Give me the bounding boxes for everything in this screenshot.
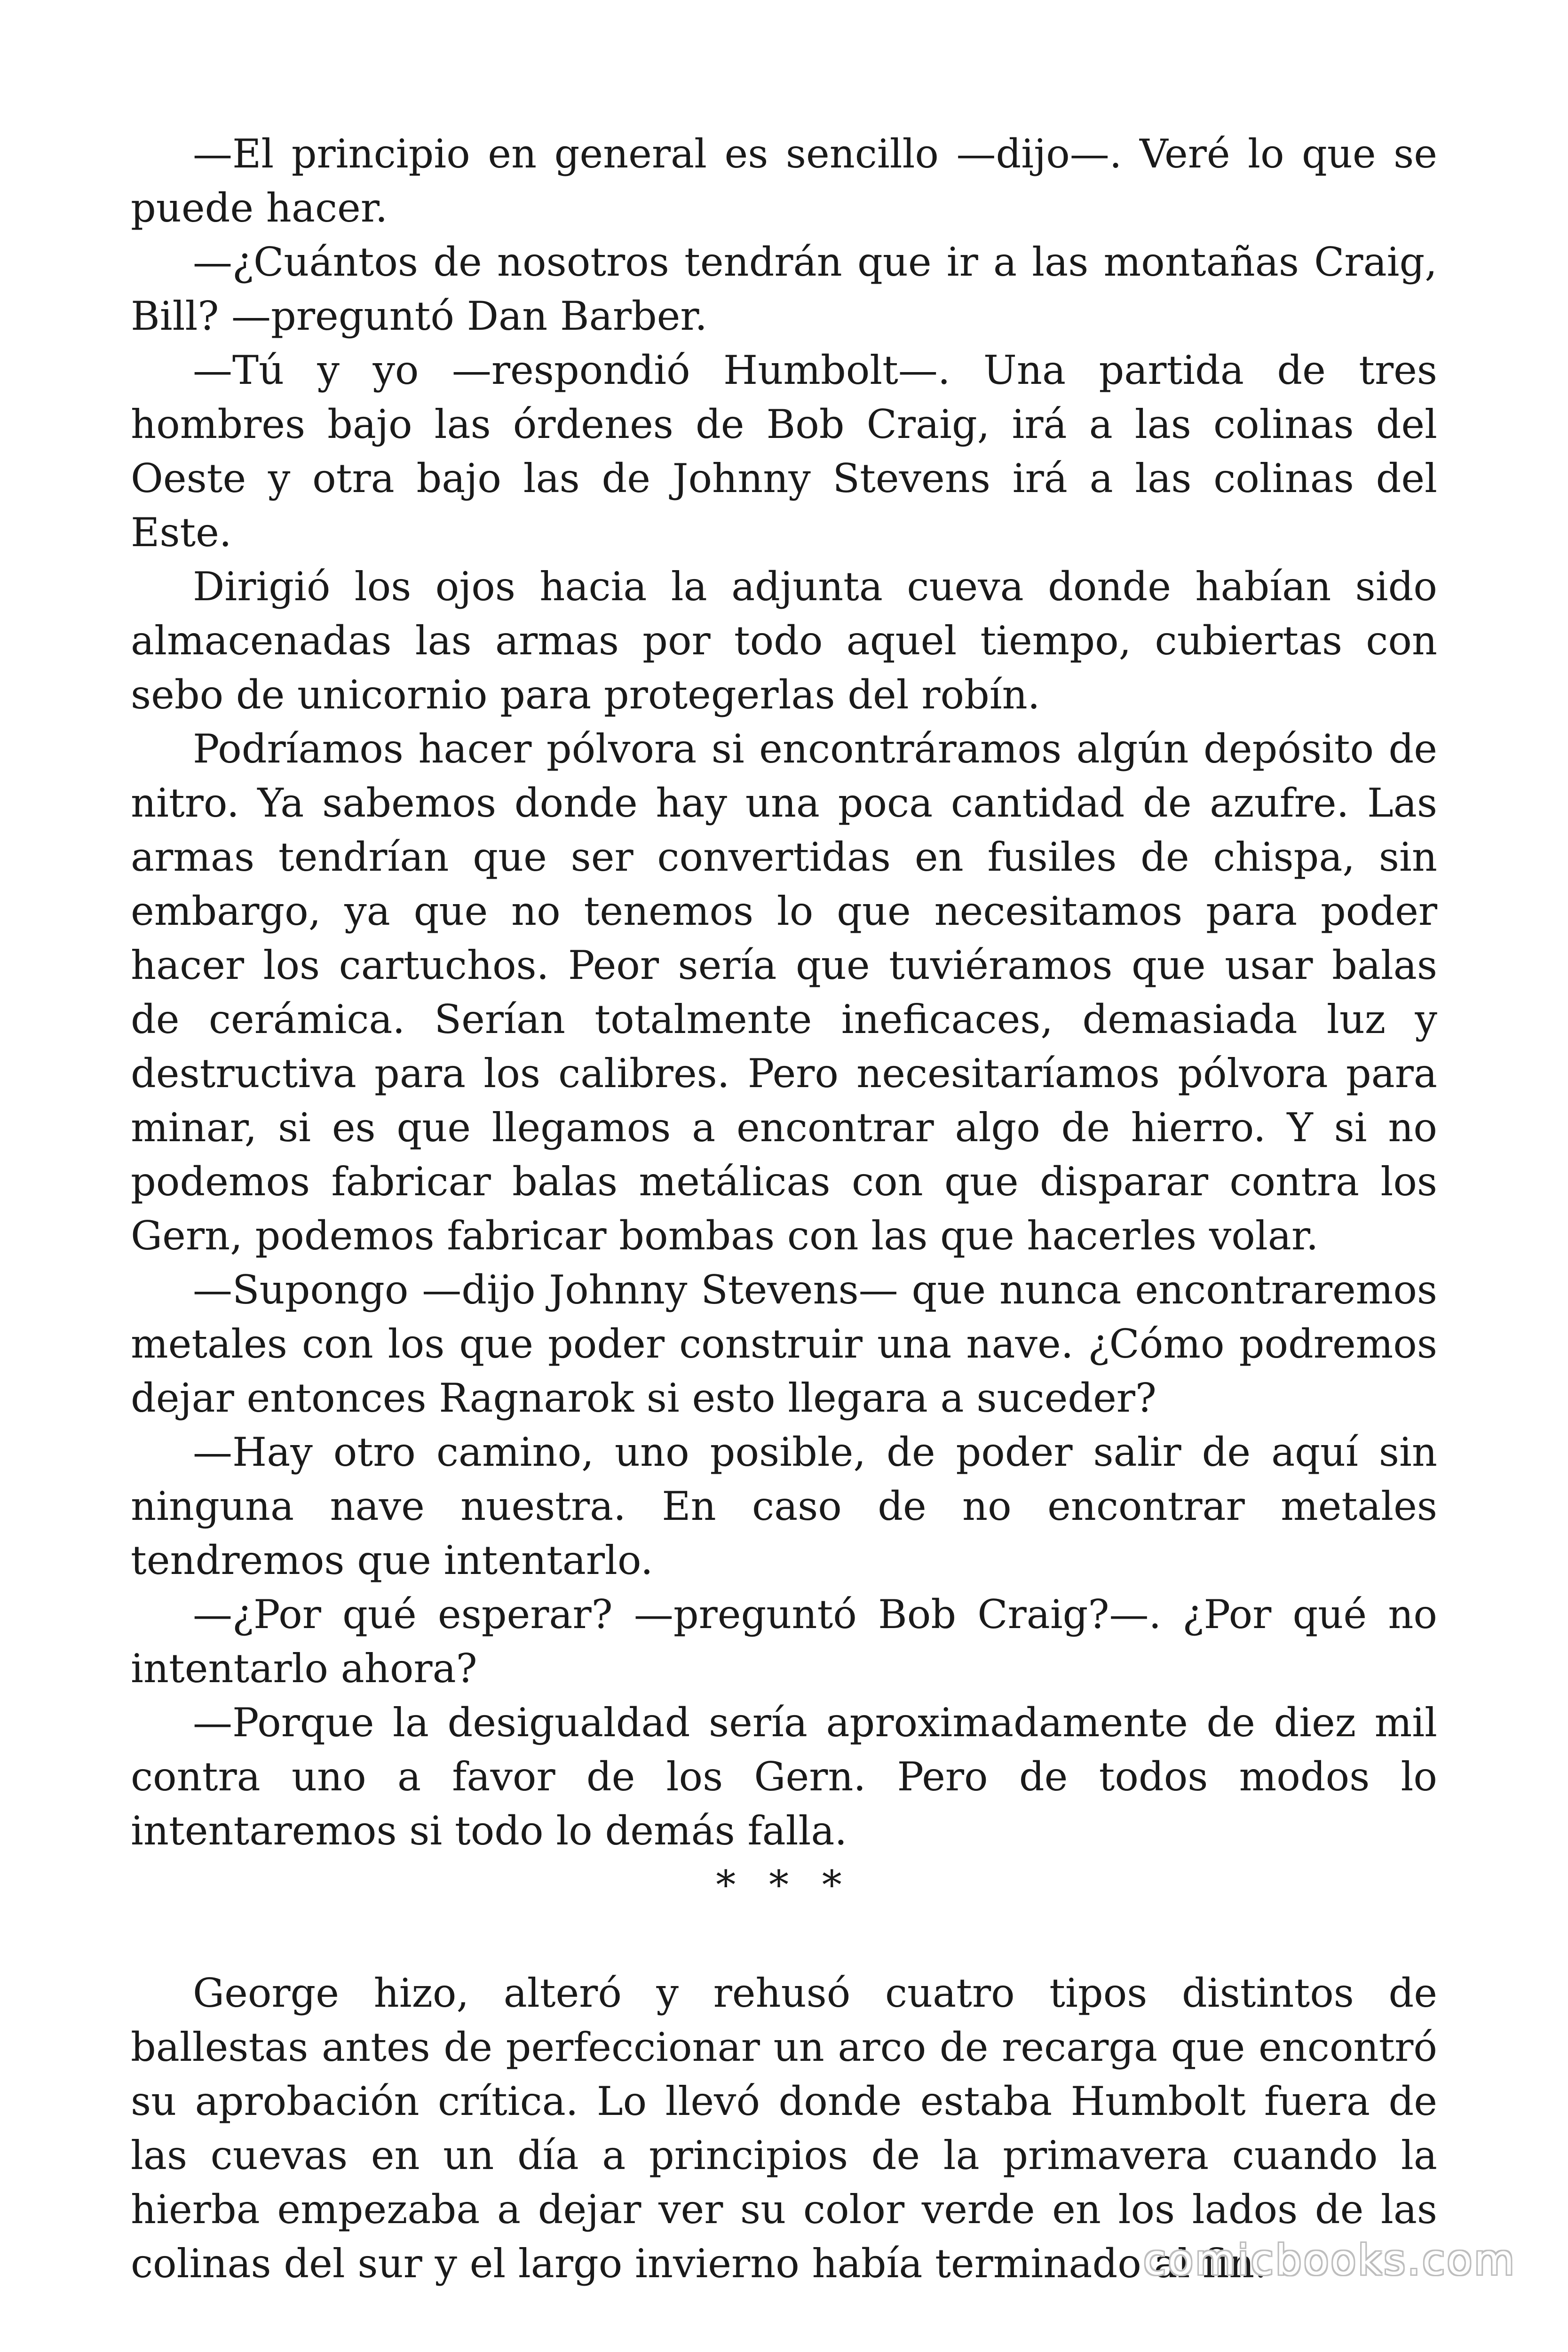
paragraph: —¿Cuántos de nosotros tendrán que ir a las montañas Craig, Bill? —preguntó Dan Barber.: [131, 239, 1437, 339]
paragraph: —El principio en general es sencillo —dijo—. Veré lo que se puede hacer.: [131, 131, 1437, 231]
watermark: comicbooks.com: [1143, 2236, 1516, 2284]
section-separator: * * *: [716, 1862, 852, 1908]
paragraph: —Tú y yo —respondió Humbolt—. Una partida de tres hombres bajo las órdenes de Bob Craig, irá a las colinas del Oeste y otra bajo las de Johnny Stevens irá a las colinas del Este.: [131, 347, 1437, 556]
paragraph: —Supongo —dijo Johnny Stevens— que nunca encontraremos metales con los que poder construir una nave. ¿Cómo podremos dejar entonces Ragnarok si esto llegara a suceder?: [131, 1267, 1437, 1421]
paragraph: Dirigió los ojos hacia la adjunta cueva donde habían sido almacenadas las armas por todo aquel tiempo, cubiertas con sebo de unicornio para protegerlas del robín.: [131, 564, 1437, 718]
paragraph: —¿Por qué esperar? —preguntó Bob Craig?—. ¿Por qué no intentarlo ahora?: [131, 1591, 1437, 1692]
paragraph: —Porque la desigualdad sería aproximadamente de diez mil contra uno a favor de los Gern. Pero de todos modos lo intentaremos si todo lo demás falla.: [131, 1700, 1437, 1854]
paragraph: George hizo, alteró y rehusó cuatro tipos distintos de ballestas antes de perfeccionar un arco de recarga que encontró su aprobación crítica. Lo llevó donde estaba Humbolt fuera de las cuevas en un día a principios de la primavera cuando la hierba empezaba a dejar ver su color verde en los lados de las colinas del sur y el largo invierno había terminado al fin.: [131, 1970, 1437, 2287]
paragraph: Podríamos hacer pólvora si encontráramos algún depósito de nitro. Ya sabemos donde hay una poca cantidad de azufre. Las armas tendrían que ser convertidas en fusiles de chispa, sin embargo, ya que no tenemos lo que necesitamos para poder hacer los cartuchos. Peor sería que tuviéramos que usar balas de cerámica. Serían totalmente ineficaces, demasiada luz y destructiva para los calibres. Pero necesitaríamos pólvora para minar, si es que llegamos a encontrar algo de hierro. Y si no podemos fabricar balas metálicas con que disparar contra los Gern, podemos fabricar bombas con las que hacerles volar.: [131, 726, 1437, 1259]
paragraph: —Hay otro camino, uno posible, de poder salir de aquí sin ninguna nave nuestra. En caso de no encontrar metales tendremos que intentarlo.: [131, 1429, 1437, 1583]
book-page: [131, 127, 1437, 2291]
